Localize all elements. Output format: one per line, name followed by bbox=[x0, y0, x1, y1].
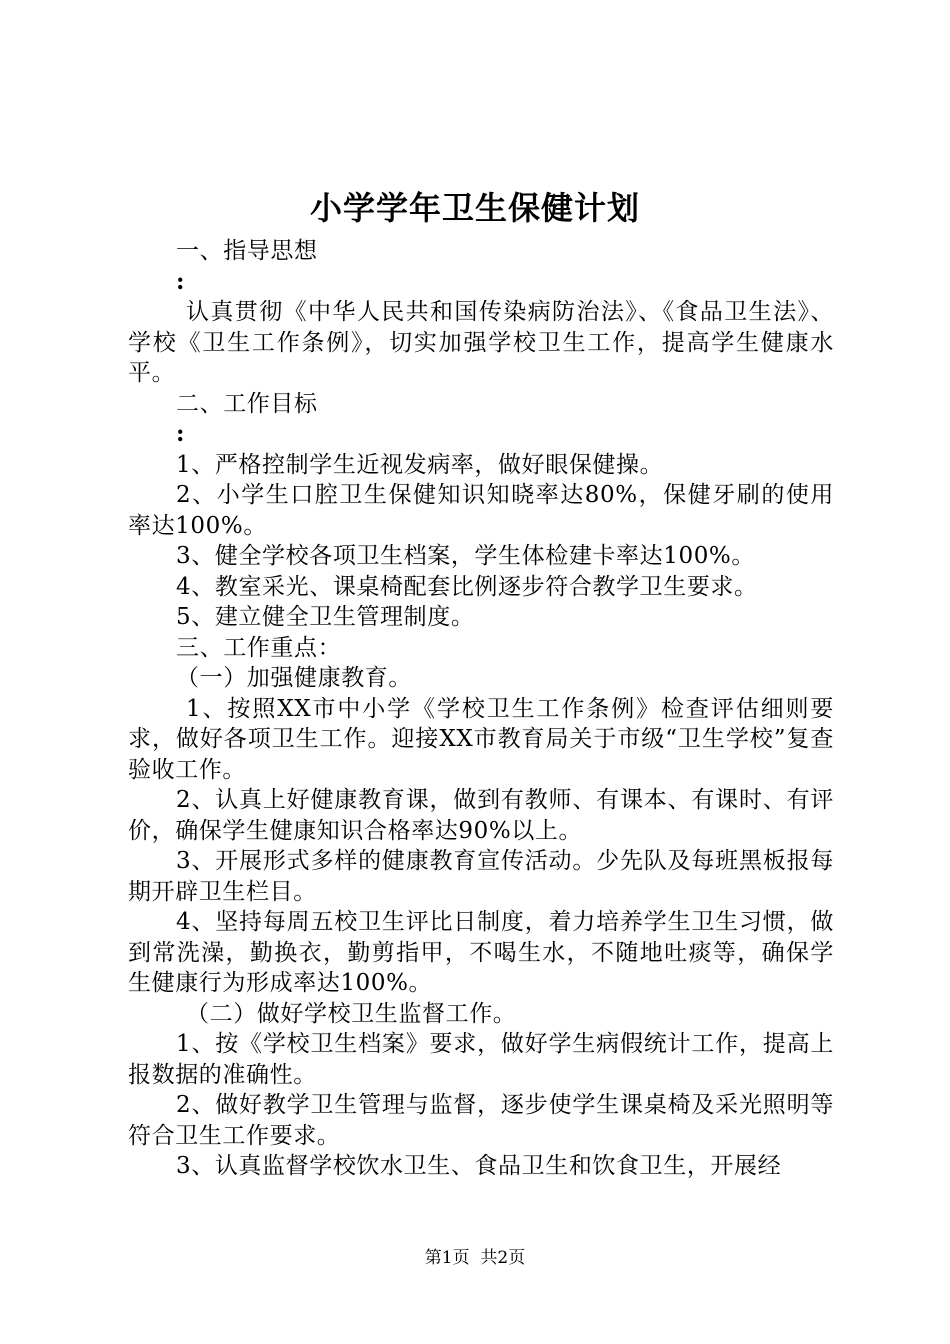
focus-item-2: 2、认真上好健康教育课，做到有教师、有课本、有课时、有评价，确保学生健康知识合格率达90%以上。 bbox=[128, 787, 834, 844]
goal-item-4: 4、教室采光、课桌椅配套比例逐步符合教学卫生要求。 bbox=[176, 573, 758, 600]
section-heading-1: 一、指导思想 bbox=[176, 238, 318, 264]
goal-item-1: 1、严格控制学生近视发病率，做好眼保健操。 bbox=[176, 451, 664, 478]
section-heading-2: 二、工作目标 bbox=[176, 390, 318, 417]
subsection-heading-1: （一）加强健康教育。 bbox=[176, 665, 412, 691]
subsection-heading-2: （二）做好学校卫生监督工作。 bbox=[186, 1000, 517, 1027]
goal-item-2: 2、小学生口腔卫生保健知识知晓率达80%，保健牙刷的使用率达100%。 bbox=[128, 482, 834, 539]
page-total: 共2页 bbox=[480, 1248, 526, 1268]
supervision-item-2: 2、做好教学卫生管理与监督，逐步使学生课桌椅及采光照明等符合卫生工作要求。 bbox=[128, 1092, 834, 1149]
goal-item-5: 5、建立健全卫生管理制度。 bbox=[176, 604, 475, 630]
document-title: 小学学年卫生保健计划 bbox=[309, 189, 640, 227]
goal-item-3: 3、健全学校各项卫生档案，学生体检建卡率达100%。 bbox=[176, 543, 755, 569]
supervision-item-3: 3、认真监督学校饮水卫生、食品卫生和饮食卫生，开展经 bbox=[176, 1153, 782, 1179]
supervision-item-1: 1、按《学校卫生档案》要求，做好学生病假统计工作，提高上报数据的准确性。 bbox=[128, 1031, 834, 1088]
colon-line: : bbox=[176, 420, 186, 447]
document-body bbox=[128, 236, 834, 1182]
focus-item-1: 1、按照XX市中小学《学校卫生工作条例》检查评估细则要求，做好各项卫生工作。迎接XX市教育局关于市级“卫生学校”复查验收工作。 bbox=[128, 695, 834, 783]
page-number: 第1页 bbox=[424, 1248, 470, 1268]
section-heading-3: 三、工作重点： bbox=[176, 634, 342, 661]
focus-item-3: 3、开展形式多样的健康教育宣传活动。少先队及每班黑板报每期开辟卫生栏目。 bbox=[128, 848, 834, 905]
paragraph: 认真贯彻《中华人民共和国传染病防治法》、《食品卫生法》、学校《卫生工作条例》，切实加强学校卫生工作，提高学生健康水平。 bbox=[128, 299, 834, 386]
page-footer bbox=[0, 1243, 950, 1268]
colon-line: : bbox=[176, 267, 186, 295]
focus-item-4: 4、坚持每周五校卫生评比日制度，着力培养学生卫生习惯，做到常洗澡，勤换衣，勤剪指甲，不喝生水，不随地吐痰等，确保学生健康行为形成率达100%。 bbox=[128, 909, 834, 996]
